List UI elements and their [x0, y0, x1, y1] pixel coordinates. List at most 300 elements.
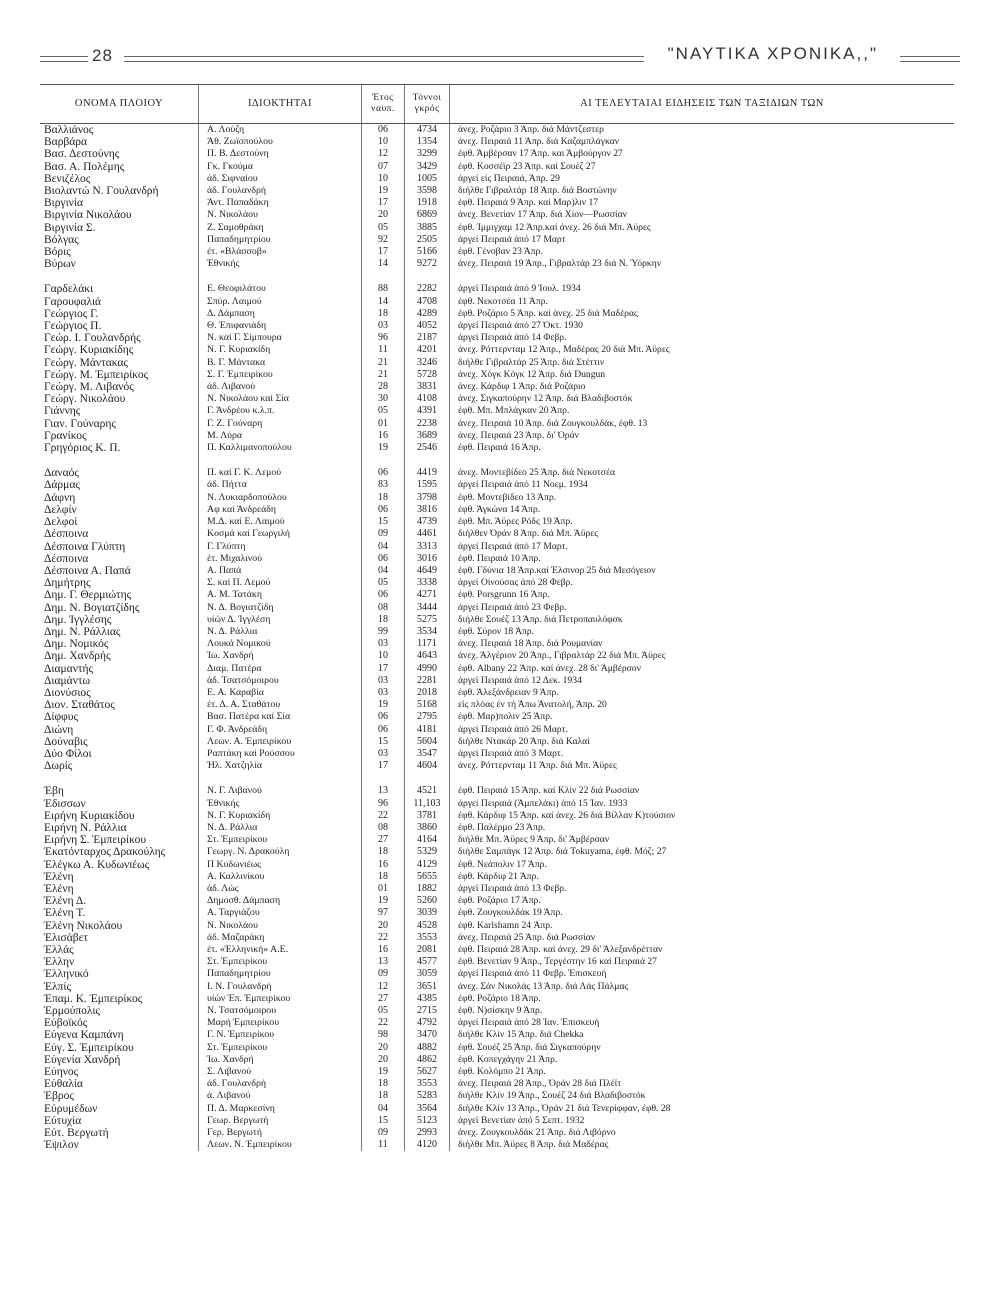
gross-tons: 5283	[405, 1090, 450, 1102]
gross-tons: 3039	[405, 907, 450, 919]
latest-report: έφθ. Γδύνια 18 Άπρ.καί Έλσινορ 25 διά Μεσόγειον	[450, 565, 955, 577]
owner-name: Έθνικής	[199, 258, 362, 270]
ship-name: Δημήτρης	[44, 577, 91, 590]
gross-tons: 3860	[405, 822, 450, 834]
owner-name: Μ. Λύρα	[199, 430, 362, 442]
ship-name: Εύγ. Σ. Έμπειρίκου	[44, 1041, 134, 1054]
table-row	[40, 883, 954, 895]
header-rule	[124, 56, 644, 62]
gross-tons: 4419	[405, 467, 450, 479]
table-row	[40, 859, 954, 871]
latest-report: άργεί Πειραιά άπό 11 Φεβρ. Έπισκευή	[450, 968, 955, 980]
owner-name: Π. Καλλιμανοπούλου	[199, 442, 362, 454]
build-year: 19	[362, 1066, 405, 1078]
spacer-cell	[405, 454, 450, 467]
latest-report: διήλθε Ντακάρ 20 Άπρ. διά Καλαί	[450, 736, 955, 748]
table-row	[40, 1139, 954, 1151]
gross-tons: 3781	[405, 810, 450, 822]
ship-name: Δημ. Ίγγλέσης	[44, 613, 112, 626]
gross-tons: 2505	[405, 234, 450, 246]
latest-report: άνεχ. Πειραιά 11 Άπρ. διά Καζαμπλάγκαν	[450, 136, 955, 148]
table-row	[40, 846, 954, 858]
build-year: 05	[362, 1005, 405, 1017]
build-year: 05	[362, 405, 405, 417]
owner-name: Γεωρ. Βεργωτή	[199, 1115, 362, 1127]
table-row	[40, 993, 954, 1005]
latest-report: διήλθε Κλίν 13 Άπρ., Όράν 21 διά Τενερίφφαν, έφθ. 28	[450, 1103, 955, 1115]
table-row	[40, 467, 954, 479]
latest-report: έφθ. Παλέρμο 23 Άπρ.	[450, 822, 955, 834]
build-year: 28	[362, 381, 405, 393]
owner-name: άδ. Γουλανδρή	[199, 185, 362, 197]
ship-name: Γεώργ. Μ. Λιβανός	[44, 381, 134, 394]
gross-tons: 4990	[405, 663, 450, 675]
gross-tons: 11,103	[405, 798, 450, 810]
table-row	[40, 357, 954, 369]
table-row	[40, 1054, 954, 1066]
owner-name: Ν. Γ. Λιβανού	[199, 785, 362, 797]
owner-name: Μ.Δ. καί Ε. Λαιμού	[199, 516, 362, 528]
table-row	[40, 724, 954, 736]
owner-name: Ήλ. Χατζηλία	[199, 760, 362, 772]
gross-tons: 4882	[405, 1042, 450, 1054]
gross-tons: 4604	[405, 760, 450, 772]
ship-name: Γαρουφαλιά	[44, 295, 102, 308]
spacer-cell	[450, 270, 955, 283]
ship-name: Βιργινία Σ.	[44, 221, 96, 234]
table-row	[40, 381, 954, 393]
journal-title: "ΝΑΥΤΙΚΑ ΧΡΟΝΙΚΑ,,"	[664, 44, 882, 64]
gross-tons: 4734	[405, 124, 450, 137]
gross-tons: 6869	[405, 209, 450, 221]
gross-tons: 2993	[405, 1127, 450, 1139]
table-row	[40, 1005, 954, 1017]
latest-report: άνεχ. Χόγκ Κόγκ 12 Άπρ. διά Dungun	[450, 369, 955, 381]
table-row	[40, 1127, 954, 1139]
latest-report: έφθ. Ζουγκουλδάκ 19 Άπρ.	[450, 907, 955, 919]
table-row	[40, 442, 954, 454]
gross-tons: 3429	[405, 161, 450, 173]
table-row	[40, 981, 954, 993]
table-row	[40, 393, 954, 405]
gross-tons: 4201	[405, 344, 450, 356]
ship-name: Έβρος	[44, 1090, 74, 1103]
owner-name: έτ. «Έλληνική» Α.Ε.	[199, 944, 362, 956]
ship-name: Δελφοί	[44, 516, 78, 529]
latest-report: έφθ. Νεκοτσέα 11 Άπρ.	[450, 296, 955, 308]
owner-name: Ραπτάκη καί Ρούσσου	[199, 748, 362, 760]
spacer-cell	[40, 270, 199, 283]
table-row	[40, 589, 954, 601]
ship-name: Έλλάς	[44, 944, 74, 956]
owner-name: Ν. Νικολάου	[199, 209, 362, 221]
table-row	[40, 1115, 954, 1127]
ship-name: Έλέγκω Α. Κυδωνιέως	[44, 858, 150, 871]
owner-name: Βασ. Πατέρα καί Σία	[199, 711, 362, 723]
gross-tons: 3016	[405, 553, 450, 565]
ship-report-table	[40, 84, 954, 1151]
table-row	[40, 1029, 954, 1041]
latest-report: άργεί είς Πειραιά, Άπρ. 29	[450, 173, 955, 185]
build-year: 05	[362, 222, 405, 234]
latest-report: έφθ. Ν)σίσκην 9 Άπρ.	[450, 1005, 955, 1017]
spacer-cell	[405, 772, 450, 785]
build-year: 08	[362, 822, 405, 834]
latest-report: άνεχ. Πειραιά 19 Άπρ., Γιβραλτάρ 23 διά Ν. Ύόρκην	[450, 258, 955, 270]
build-year: 21	[362, 357, 405, 369]
owner-name: Ν. Νικολάου	[199, 920, 362, 932]
gross-tons: 1882	[405, 883, 450, 895]
table-row	[40, 1103, 954, 1115]
owner-name: Ε. Α. Καραβία	[199, 687, 362, 699]
gross-tons: 2546	[405, 442, 450, 454]
ship-name: Γρανίκος	[44, 429, 87, 442]
gross-tons: 2282	[405, 283, 450, 295]
latest-report: έφθ. Μπ. Άϋρες Ρόδς 19 Άπρ.	[450, 516, 955, 528]
table-row	[40, 932, 954, 944]
build-year: 03	[362, 320, 405, 332]
owner-name: άδ. Γουλανδρή	[199, 1078, 362, 1090]
latest-report: άνεχ. Πειραιά 10 Άπρ. διά Ζουγκουλδάκ, έφθ. 13	[450, 418, 955, 430]
gross-tons: 2238	[405, 418, 450, 430]
table-row	[40, 1066, 954, 1078]
table-row	[40, 968, 954, 980]
ship-name: Δίφφυς	[44, 711, 79, 724]
page-header	[40, 40, 960, 70]
latest-report: διήλθε Μπ. Άϋρες 9 Άπρ. δι' Άμβέρσαν	[450, 834, 955, 846]
ship-name: Βιργινία Νικολάου	[44, 209, 132, 222]
build-year: 10	[362, 173, 405, 185]
table-row	[40, 1090, 954, 1102]
owner-name: έτ. «Βλάσσοβ»	[199, 246, 362, 258]
owner-name: Παπαδημητρίου	[199, 234, 362, 246]
ship-name: Έλένη Τ.	[44, 907, 86, 920]
build-year: 04	[362, 541, 405, 553]
latest-report: άργεί Βενετίαν άπό 5 Σεπτ. 1932	[450, 1115, 955, 1127]
build-year: 19	[362, 895, 405, 907]
ship-name: Έλπίς	[44, 980, 72, 993]
gross-tons: 2281	[405, 675, 450, 687]
table-row	[40, 528, 954, 540]
gross-tons: 5655	[405, 871, 450, 883]
build-year: 96	[362, 798, 405, 810]
owner-name: Άθ. Ζωϊοπούλου	[199, 136, 362, 148]
spacer-cell	[362, 270, 405, 283]
owner-name: Π. Δ. Μαρκεσίνη	[199, 1103, 362, 1115]
gross-tons: 4862	[405, 1054, 450, 1066]
gross-tons: 3547	[405, 748, 450, 760]
build-year: 13	[362, 785, 405, 797]
ship-name: Βιολαντώ Ν. Γουλανδρή	[44, 185, 159, 198]
gross-tons: 3831	[405, 381, 450, 393]
ship-name: Εύβοϊκός	[44, 1017, 88, 1030]
ship-name: Γεώργ. Νικολάου	[44, 393, 126, 406]
latest-report: άνεχ. Σάν Νικολάς 13 Άπρ. διά Λάς Πάλμας	[450, 981, 955, 993]
gross-tons: 1918	[405, 197, 450, 209]
build-year: 16	[362, 859, 405, 871]
table-row	[40, 479, 954, 491]
owner-name: Γ. Ν. Έμπειρίκου	[199, 1029, 362, 1041]
latest-report: άργεί Πειραιά άπό 23 Φεβρ.	[450, 602, 955, 614]
table-row	[40, 956, 954, 968]
build-year: 09	[362, 528, 405, 540]
ship-name: Δημ. Γ. Θερμιώτης	[44, 589, 132, 602]
build-year: 09	[362, 968, 405, 980]
ship-name: Γεώρ. Ι. Γουλανδρής	[44, 332, 141, 345]
table-header-row	[40, 85, 954, 124]
build-year: 14	[362, 258, 405, 270]
build-year: 22	[362, 810, 405, 822]
gross-tons: 3553	[405, 932, 450, 944]
latest-report: άργεί Πειραιά άπό 17 Μαρτ.	[450, 541, 955, 553]
owner-name: Μαρή Έμπειρίκου	[199, 1017, 362, 1029]
table-row	[40, 553, 954, 565]
table-row	[40, 711, 954, 723]
build-year: 05	[362, 577, 405, 589]
table-row	[40, 760, 954, 772]
ship-name: Βασ. Α. Πολέμης	[44, 160, 125, 173]
latest-report: διήλθε Γιβραλτάρ 25 Άπρ. διά Στέττιν	[450, 357, 955, 369]
spacer-cell	[362, 454, 405, 467]
table-row	[40, 296, 954, 308]
table-row	[40, 944, 954, 956]
owner-name: Α. Μ. Τατάκη	[199, 589, 362, 601]
owner-name: Ν. Τσατσόμοιρου	[199, 1005, 362, 1017]
build-year: 18	[362, 871, 405, 883]
gross-tons: 4289	[405, 308, 450, 320]
table-row	[40, 246, 954, 258]
latest-report: έφθ. Σουέζ 25 Άπρ. διά Σιγκαπούρην	[450, 1042, 955, 1054]
gross-tons: 4181	[405, 724, 450, 736]
spacer-cell	[450, 772, 955, 785]
table-row	[40, 173, 954, 185]
gross-tons: 3470	[405, 1029, 450, 1041]
latest-report: άνεχ. Σιγκαπούρην 12 Άπρ. διά Βλαδιβοστόκ	[450, 393, 955, 405]
table-row	[40, 320, 954, 332]
table-row	[40, 209, 954, 221]
table-row	[40, 492, 954, 504]
ship-name: Δημ. Ν. Βογιατζίδης	[44, 601, 140, 614]
ship-name: Δάρμας	[44, 479, 80, 492]
build-year: 11	[362, 1139, 405, 1151]
latest-report: έφθ. Πειραιά 10 Άπρ.	[450, 553, 955, 565]
latest-report: άνεχ. Πειραιά 18 Άπρ. διά Ρουμανίαν	[450, 638, 955, 650]
ship-name: Εύρυμέδων	[44, 1102, 98, 1115]
header-rule	[900, 56, 960, 62]
build-year: 06	[362, 504, 405, 516]
table-row	[40, 565, 954, 577]
ship-name: Έλένη Δ.	[44, 895, 87, 908]
latest-report: άργεί Πειραιά άπό 14 Φεβρ.	[450, 332, 955, 344]
build-year: 15	[362, 1115, 405, 1127]
table-row	[40, 822, 954, 834]
table-row	[40, 308, 954, 320]
build-year: 98	[362, 1029, 405, 1041]
owner-name: Γ. Φ. Άνδρεάδη	[199, 724, 362, 736]
latest-report: έφθ. Άγκώνα 14 Άπρ.	[450, 504, 955, 516]
build-year: 18	[362, 1090, 405, 1102]
ship-name: Εύγενα Καμπάνη	[44, 1029, 124, 1042]
table-row	[40, 124, 954, 137]
build-year: 20	[362, 1042, 405, 1054]
build-year: 27	[362, 834, 405, 846]
gross-tons: 3444	[405, 602, 450, 614]
latest-report: άργεί Πειραιά άπό 3 Μαρτ.	[450, 748, 955, 760]
owner-name: Π. καί Γ. Κ. Λεμού	[199, 467, 362, 479]
column-header-ship: ΟΝΟΜΑ ΠΛΟΙΟΥ	[40, 85, 199, 124]
group-spacer	[40, 772, 954, 785]
ship-name: Βενιζέλος	[44, 172, 91, 185]
latest-report: άνεχ. Άλγέριον 20 Άπρ., Γιβραλτάρ 22 διά Μπ. Άϋρες	[450, 650, 955, 662]
latest-report: έφθ. Porsgrunn 16 Άπρ.	[450, 589, 955, 601]
build-year: 10	[362, 650, 405, 662]
owner-name: Ίω. Χανδρή	[199, 1054, 362, 1066]
latest-report: άνεχ. Ροζάριο 3 Άπρ. διά Μάντζεστερ	[450, 124, 955, 137]
gross-tons: 3313	[405, 541, 450, 553]
ship-name: Δέσποινα	[44, 528, 89, 541]
ship-name: Δέσποινα Α. Παπά	[44, 564, 131, 577]
spacer-cell	[450, 454, 955, 467]
ship-name: Έκατόνταρχος Δρακούλης	[44, 846, 166, 859]
table-row	[40, 418, 954, 430]
spacer-cell	[199, 454, 362, 467]
owner-name: Α. Λούζη	[199, 124, 362, 137]
owner-name: Ν. Γ. Κυριακίδη	[199, 810, 362, 822]
latest-report: έφθ. Πειραιά 15 Άπρ. καί Κλίν 22 διά Ρωσσίαν	[450, 785, 955, 797]
gross-tons: 1005	[405, 173, 450, 185]
latest-report: έφθ. Πειραιά 16 Άπρ.	[450, 442, 955, 454]
latest-report: άργεί Πειραιά άπό 27 Όκτ. 1930	[450, 320, 955, 332]
table-row	[40, 638, 954, 650]
owner-name: Λεων. Ν. Έμπειρίκου	[199, 1139, 362, 1151]
owner-name: Ίω. Χανδρή	[199, 650, 362, 662]
owner-name: Γκ. Γκούμα	[199, 161, 362, 173]
ship-name: Βύρων	[44, 258, 76, 271]
owner-name: έτ. Μιχαλινού	[199, 553, 362, 565]
gross-tons: 4129	[405, 859, 450, 871]
build-year: 18	[362, 308, 405, 320]
table-row	[40, 675, 954, 687]
owner-name: Δ. Δάμπαση	[199, 308, 362, 320]
latest-report: άργεί Πειραιά άπό 12 Δεκ. 1934	[450, 675, 955, 687]
build-year: 17	[362, 197, 405, 209]
ship-name: Ειρήνη Σ. Έμπειρίκου	[44, 834, 147, 847]
table-row	[40, 185, 954, 197]
build-year: 15	[362, 516, 405, 528]
owner-name: Γ. Άνδρέου κ.λ.π.	[199, 405, 362, 417]
ship-name: Βασ. Δεστούνης	[44, 148, 120, 161]
build-year: 12	[362, 981, 405, 993]
table-row	[40, 798, 954, 810]
ship-name: Διώνη	[44, 723, 74, 736]
latest-report: διήλθε Κλίν 19 Άπρ., Σουέζ 24 διά Βλαδιβοστόκ	[450, 1090, 955, 1102]
latest-report: άργεί Πειραιά άπό 17 Μαρτ	[450, 234, 955, 246]
build-year: 21	[362, 369, 405, 381]
build-year: 01	[362, 883, 405, 895]
ship-name: Έλληνικό	[44, 968, 89, 981]
build-year: 10	[362, 136, 405, 148]
ship-name: Διονύσιος	[44, 686, 91, 699]
latest-report: διήλθε Σαμπάγκ 12 Άπρ. διά Tokuyama, έφθ. Μόζ; 27	[450, 846, 955, 858]
table-row	[40, 541, 954, 553]
gross-tons: 5275	[405, 614, 450, 626]
ship-name: Έπαμ. Κ. Έμπειρίκος	[44, 992, 143, 1005]
ship-name: Γρηγόριος Κ. Π.	[44, 442, 121, 455]
table-row	[40, 748, 954, 760]
owner-name: υίών Έπ. Έμπειρίκου	[199, 993, 362, 1005]
ship-name: Έλισάβετ	[44, 931, 89, 944]
owner-name: Παπαδημητρίου	[199, 968, 362, 980]
latest-report: διήλθε Μπ. Άϋρες 8 Άπρ. διά Μαδέρας	[450, 1139, 955, 1151]
owner-name: Στ. Έμπειρίκου	[199, 956, 362, 968]
owner-name: Β. Γ. Μάντακα	[199, 357, 362, 369]
ship-name: Γεώργιος Γ.	[44, 307, 99, 320]
build-year: 22	[362, 932, 405, 944]
gross-tons: 4708	[405, 296, 450, 308]
ship-name: Δημ. Ν. Ράλλιας	[44, 625, 121, 638]
latest-report: έφθ. Βενετίαν 9 Άπρ., Τεργέστην 16 καί Πειραιά 27	[450, 956, 955, 968]
ship-name: Βαλλιάνος	[44, 124, 94, 136]
gross-tons: 4271	[405, 589, 450, 601]
ship-name: Έλένη Νικολάου	[44, 919, 123, 932]
ship-name: Δούναβις	[44, 735, 88, 748]
ship-name: Δάφνη	[44, 491, 76, 504]
gross-tons: 4521	[405, 785, 450, 797]
ship-name: Εύγενία Χανδρή	[44, 1053, 121, 1066]
latest-report: έφθ. Κάρδιφ 21 Άπρ.	[450, 871, 955, 883]
gross-tons: 3816	[405, 504, 450, 516]
owner-name: άδ. Πήττα	[199, 479, 362, 491]
latest-report: έφθ. Άμβέρσαν 17 Άπρ. και Άμβούργον 27	[450, 148, 955, 160]
table-row	[40, 344, 954, 356]
build-year: 11	[362, 344, 405, 356]
owner-name: υίών Δ. Ίγγλέση	[199, 614, 362, 626]
gross-tons: 3564	[405, 1103, 450, 1115]
latest-report: άνεχ. Ρόττερνταμ 11 Άπρ. διά Μπ. Άϋρες	[450, 760, 955, 772]
table-row	[40, 161, 954, 173]
table-row	[40, 283, 954, 295]
table-row	[40, 614, 954, 626]
ship-name: Έλλην	[44, 956, 75, 969]
build-year: 13	[362, 956, 405, 968]
table-row	[40, 687, 954, 699]
owner-name: ά. Λιβανού	[199, 1090, 362, 1102]
build-year: 14	[362, 296, 405, 308]
gross-tons: 3059	[405, 968, 450, 980]
build-year: 88	[362, 283, 405, 295]
ship-name: Δαναός	[44, 467, 79, 480]
latest-report: έφθ. Ροζάριο 5 Άπρ. καί άνεχ. 25 διά Μαδέρας	[450, 308, 955, 320]
owner-name: Π Κυδωνιέως	[199, 859, 362, 871]
owner-name: Δημοσθ. Δάμπαση	[199, 895, 362, 907]
table-row	[40, 430, 954, 442]
build-year: 15	[362, 736, 405, 748]
latest-report: έφθ. Ίμμιγχαμ 12 Άπρ.καί άνεχ. 26 διά Μπ. Άϋρες	[450, 222, 955, 234]
owner-name: Λουκά Νομικού	[199, 638, 362, 650]
gross-tons: 4643	[405, 650, 450, 662]
latest-report: άργεί Οίνούσας άπό 28 Φεβρ.	[450, 577, 955, 589]
ship-name: Εύηνος	[44, 1066, 79, 1079]
build-year: 18	[362, 846, 405, 858]
owner-name: Λεων. Α. Έμπειρίκου	[199, 736, 362, 748]
table-row	[40, 810, 954, 822]
ship-name: Διαμάντω	[44, 674, 91, 687]
gross-tons: 3246	[405, 357, 450, 369]
column-header-tons: Τόννοι γκρός	[405, 85, 450, 124]
gross-tons: 2795	[405, 711, 450, 723]
build-year: 01	[362, 418, 405, 430]
ship-name: Βόρις	[44, 246, 71, 259]
